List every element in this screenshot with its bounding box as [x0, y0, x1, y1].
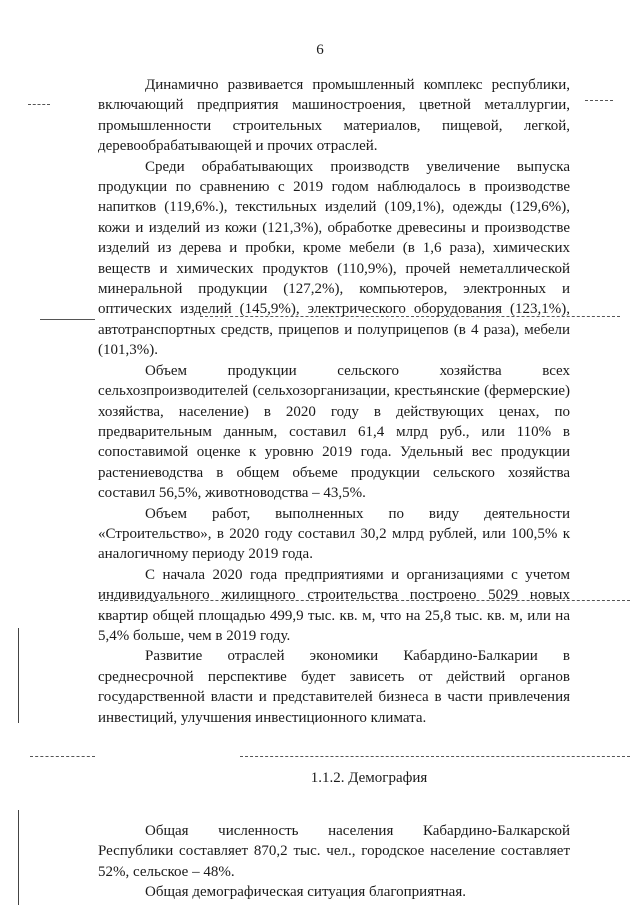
scan-artifact-mark — [100, 600, 630, 601]
paragraph-housing: С начала 2020 года предприятиями и организациями с учетом индивидуального жилищного строительства построено 5029 новых квартир общей площадью 499,9 тыс. кв. м, что на 25,8 тыс. кв. м, или на 5,4% больше, чем в 2019 году. — [98, 566, 570, 644]
paragraph-outlook: Развитие отраслей экономики Кабардино-Балкарии в среднесрочной перспективе будет зависеть от действий органов государственной власти и представителей бизнеса в части привлечения инвестиций, улучшения инвестиционного климата. — [98, 648, 570, 726]
document-body — [98, 75, 570, 903]
section-heading: 1.1.2. Демография — [310, 770, 428, 786]
paragraph-construction: Объем работ, выполненных по виду деятельности «Строительство», в 2020 году составил 30,2 млрд рублей, или 100,5% к аналогичному периоду 2019 года. — [98, 505, 570, 563]
scan-artifact-mark — [585, 100, 613, 101]
paragraph-manufacturing: Среди обрабатывающих производств увеличение выпуска продукции по сравнению с 2019 годом наблюдалось в производстве напитков (119,6%.), текстильных изделий (109,1%), одежды (129,6%), кожи и изделий из кожи (121,3%), обработке древесины и производстве изделий из дерева и пробки, кроме мебели (в 1,6 раза), химических веществ и химических продуктов (110,9%), прочей неметаллической минеральной продукции (127,2%), компьютеров, электронных и оптических изделий (145,9%), электрического оборудования (123,1%), автотранспортных средств, прицепов и полуприцепов (в 4 раза), мебели (101,3%). — [98, 158, 570, 359]
scan-artifact-mark — [28, 104, 50, 105]
paragraph-population: Общая численность населения Кабардино-Балкарской Республики составляет 870,2 тыс. чел., городское население составляет 52%, сельское – 48%. — [98, 823, 570, 880]
scan-artifact-mark — [240, 756, 630, 757]
paragraph-industry: Динамично развивается промышленный комплекс республики, включающий предприятия машиностроения, цветной металлургии, промышленности строительных материалов, пищевой, легкой, деревообрабатывающей и прочих отраслей. — [98, 77, 570, 155]
page-number: 6 — [316, 42, 324, 58]
scan-artifact-line — [18, 628, 19, 723]
scan-artifact-mark — [40, 319, 95, 320]
paragraph-demographic-situation: Общая демографическая ситуация благоприятная. — [145, 884, 466, 901]
scan-artifact-line — [18, 810, 19, 905]
scan-artifact-mark — [30, 756, 95, 757]
scan-artifact-mark — [200, 316, 620, 317]
paragraph-agriculture: Объем продукции сельского хозяйства всех сельхозпроизводителей (сельхозорганизации, крестьянские (фермерские) хозяйства, население) в 2020 году в действующих ценах, по предварительным данным, составил 61,4 млрд руб., или 110% в сопоставимой оценке к уровню 2019 года. Удельный вес продукции растениеводства в общем объеме продукции сельского хозяйства составил 56,5%, животноводства – 43,5%. — [98, 362, 570, 502]
